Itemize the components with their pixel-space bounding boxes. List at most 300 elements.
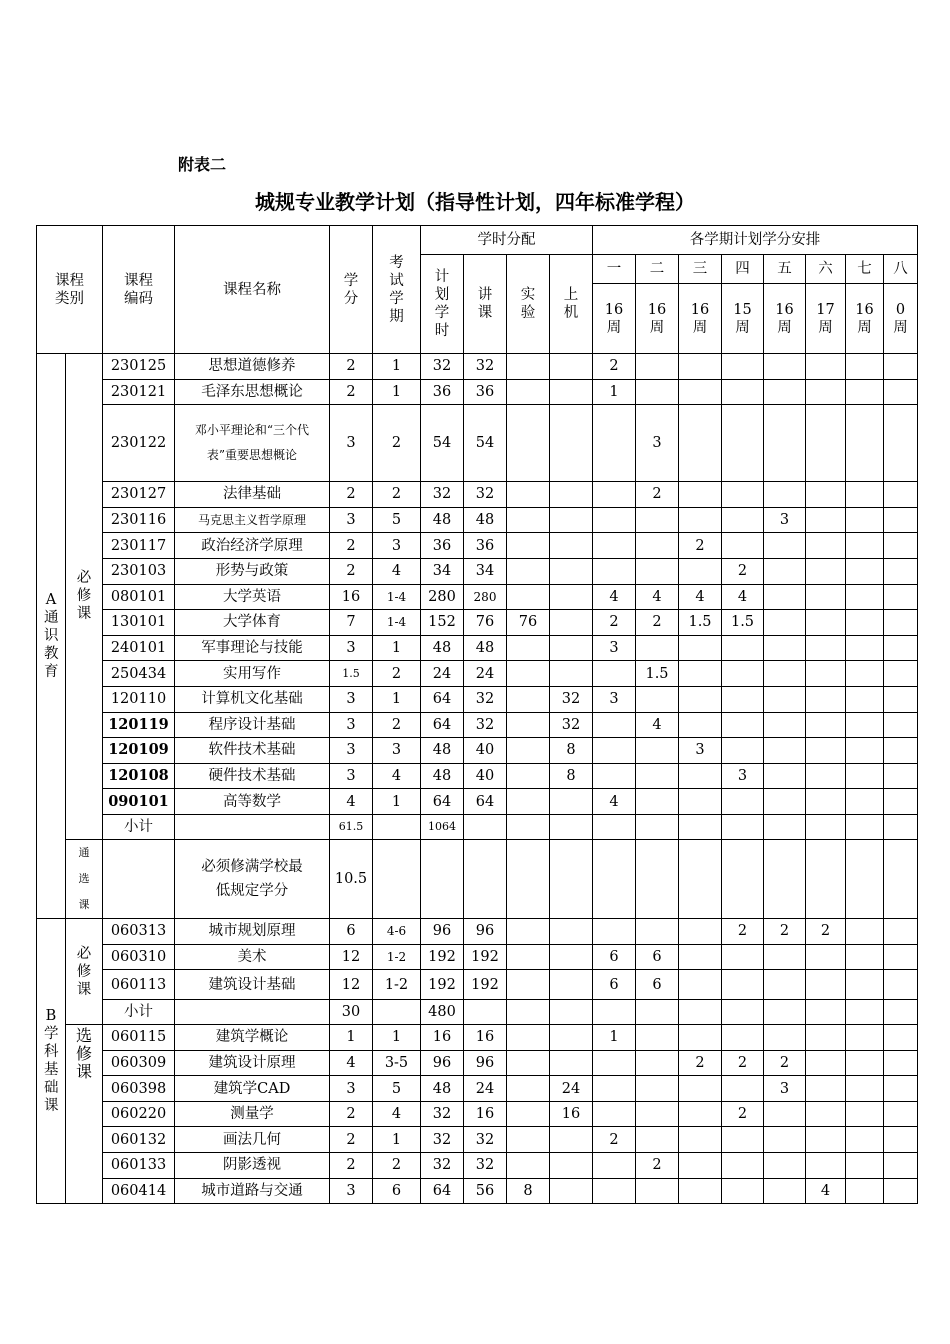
subtotal-credit: 61.5 [330,814,373,839]
course-lecture: 36 [464,533,507,559]
elective-row [37,839,918,918]
course-lab [507,533,550,559]
empty-cell [884,1000,918,1025]
header-planned-hours: 计划学时 [421,255,464,354]
term-credit [806,789,846,815]
subtotal-label: 小计 [103,1000,175,1025]
term-credit: 3 [722,763,764,789]
term-credit [636,1127,679,1153]
term-credit: 6 [636,970,679,1000]
term-credit [806,1025,846,1051]
course-computer [550,584,593,610]
term-credit [806,354,846,380]
course-credit: 12 [330,944,373,970]
course-lecture: 48 [464,635,507,661]
course-exam-term: 1 [373,686,421,712]
term-credit [846,507,884,533]
header-term: 七 [846,255,884,284]
course-hours: 96 [421,1050,464,1076]
term-credit [764,970,806,1000]
term-credit [722,405,764,482]
term-credit [846,789,884,815]
course-computer: 32 [550,686,593,712]
term-credit [722,970,764,1000]
course-lab [507,482,550,508]
course-lecture: 32 [464,482,507,508]
course-exam-term: 5 [373,507,421,533]
course-hours: 64 [421,686,464,712]
term-credit [884,1025,918,1051]
term-credit [884,712,918,738]
table-row [37,354,918,380]
term-credit [806,379,846,405]
course-computer [550,1050,593,1076]
course-code: 060220 [103,1101,175,1127]
term-credit [884,918,918,944]
term-credit: 2 [806,918,846,944]
term-credit [636,1076,679,1102]
term-credit [764,354,806,380]
term-credit: 4 [593,584,636,610]
subtotal-row [37,814,918,839]
term-credit [884,482,918,508]
term-credit: 2 [722,918,764,944]
term-credit [636,738,679,764]
header-lecture: 讲课 [464,255,507,354]
term-credit [679,686,722,712]
term-credit [679,379,722,405]
course-hours: 32 [421,482,464,508]
course-hours: 48 [421,635,464,661]
table-row [37,661,918,687]
term-credit [846,738,884,764]
course-name: 阴影透视 [175,1153,330,1179]
header-computer: 上机 [550,255,593,354]
term-credit [806,944,846,970]
term-credit [679,944,722,970]
course-exam-term: 1-4 [373,610,421,636]
term-credit [593,1101,636,1127]
course-computer [550,944,593,970]
term-credit [636,1025,679,1051]
course-hours: 48 [421,763,464,789]
empty-cell [846,839,884,918]
course-name: 形势与政策 [175,558,330,584]
course-hours: 36 [421,533,464,559]
term-credit: 2 [636,1153,679,1179]
term-credit [722,1076,764,1102]
term-credit [722,379,764,405]
term-credit [846,1101,884,1127]
term-credit: 3 [679,738,722,764]
course-lab [507,738,550,764]
term-credit [679,635,722,661]
header-term: 一 [593,255,636,284]
term-credit [806,1076,846,1102]
term-credit [722,1153,764,1179]
term-credit [806,533,846,559]
course-credit: 2 [330,1153,373,1179]
term-credit [806,405,846,482]
course-credit: 2 [330,354,373,380]
course-hours: 32 [421,1101,464,1127]
empty-cell [373,814,421,839]
term-credit [884,635,918,661]
section-a-label: A通识教育 [37,354,66,919]
table-row [37,918,918,944]
term-credit [764,379,806,405]
term-credit [593,405,636,482]
table-row [37,789,918,815]
course-code: 090101 [103,789,175,815]
section-a-elective-label: 通选课 [66,839,103,918]
term-credit [846,405,884,482]
term-credit [806,584,846,610]
course-lecture: 40 [464,738,507,764]
term-credit [806,738,846,764]
table-row [37,1025,918,1051]
course-code: 120119 [103,712,175,738]
term-credit: 2 [636,482,679,508]
term-credit [722,661,764,687]
term-credit [806,1153,846,1179]
course-exam-term: 4 [373,558,421,584]
empty-cell [722,839,764,918]
header-term: 三 [679,255,722,284]
header-term: 二 [636,255,679,284]
course-computer [550,610,593,636]
term-credit: 6 [593,944,636,970]
term-credit [806,507,846,533]
term-credit [846,584,884,610]
term-credit [679,482,722,508]
term-credit [679,507,722,533]
header-code: 课程编码 [103,226,175,354]
header-weeks: 16周 [846,284,884,354]
table-row [37,533,918,559]
term-credit [884,507,918,533]
empty-cell [550,839,593,918]
term-credit [636,1050,679,1076]
subtotal-hours: 480 [421,1000,464,1025]
term-credit [593,1178,636,1204]
course-computer: 8 [550,763,593,789]
term-credit [806,661,846,687]
course-lecture: 32 [464,354,507,380]
term-credit [593,1050,636,1076]
term-credit [884,533,918,559]
empty-cell [764,839,806,918]
course-exam-term: 1 [373,354,421,380]
course-lab [507,1050,550,1076]
course-exam-term: 3-5 [373,1050,421,1076]
term-credit [593,482,636,508]
table-row [37,1101,918,1127]
table-row [37,558,918,584]
course-credit: 2 [330,558,373,584]
subtotal-hours: 1064 [421,814,464,839]
table-row [37,738,918,764]
course-credit: 4 [330,1050,373,1076]
course-lecture: 24 [464,661,507,687]
term-credit [593,738,636,764]
course-lecture: 56 [464,1178,507,1204]
course-credit: 2 [330,1127,373,1153]
term-credit: 4 [593,789,636,815]
term-credit: 2 [764,918,806,944]
course-credit: 1.5 [330,661,373,687]
empty-cell [806,814,846,839]
term-credit [636,635,679,661]
course-code: 060310 [103,944,175,970]
course-computer: 16 [550,1101,593,1127]
section-b-label: B学科基础课 [37,918,66,1203]
term-credit [846,354,884,380]
term-credit: 3 [764,507,806,533]
appendix-label: 附表二 [178,155,227,174]
course-credit: 3 [330,712,373,738]
course-code: 060313 [103,918,175,944]
term-credit [884,1101,918,1127]
course-credit: 12 [330,970,373,1000]
course-name: 城市规划原理 [175,918,330,944]
term-credit [884,763,918,789]
term-credit [636,1101,679,1127]
course-lab [507,763,550,789]
empty-cell [636,814,679,839]
term-credit [679,918,722,944]
header-term: 六 [806,255,846,284]
term-credit [884,1076,918,1102]
course-name: 硬件技术基础 [175,763,330,789]
course-lecture: 36 [464,379,507,405]
subtotal-label: 小计 [103,814,175,839]
term-credit [593,763,636,789]
term-credit [722,738,764,764]
table-row [37,686,918,712]
term-credit [722,482,764,508]
course-computer [550,1127,593,1153]
term-credit: 2 [679,1050,722,1076]
empty-cell [373,1000,421,1025]
course-lab [507,584,550,610]
term-credit [679,763,722,789]
table-row [37,482,918,508]
course-code: 230127 [103,482,175,508]
term-credit [764,1101,806,1127]
course-computer [550,1025,593,1051]
course-hours: 36 [421,379,464,405]
empty-cell [507,1000,550,1025]
teaching-plan-table [36,225,918,1204]
term-credit [764,712,806,738]
empty-cell [806,839,846,918]
course-name: 城市道路与交通 [175,1178,330,1204]
empty-cell [884,814,918,839]
course-hours: 48 [421,507,464,533]
empty-cell [103,839,175,918]
term-credit [722,944,764,970]
empty-cell [550,814,593,839]
term-credit [846,1050,884,1076]
course-name: 毛泽东思想概论 [175,379,330,405]
course-credit: 7 [330,610,373,636]
term-credit [884,558,918,584]
subtotal-row [37,1000,918,1025]
empty-cell [846,814,884,839]
term-credit [884,405,918,482]
course-computer [550,1153,593,1179]
term-credit [846,379,884,405]
term-credit [764,1178,806,1204]
term-credit: 2 [722,558,764,584]
table-row [37,1076,918,1102]
empty-cell [722,814,764,839]
course-hours: 24 [421,661,464,687]
course-lecture: 192 [464,970,507,1000]
term-credit: 2 [593,354,636,380]
course-computer [550,507,593,533]
course-name: 高等数学 [175,789,330,815]
course-code: 060309 [103,1050,175,1076]
course-hours: 32 [421,1153,464,1179]
empty-cell [593,839,636,918]
course-computer [550,558,593,584]
course-computer [550,405,593,482]
empty-cell [764,814,806,839]
course-name: 马克思主义哲学原理 [175,507,330,533]
term-credit: 1.5 [722,610,764,636]
term-credit [679,970,722,1000]
course-code: 230103 [103,558,175,584]
course-lecture: 48 [464,507,507,533]
empty-cell [550,1000,593,1025]
course-computer [550,918,593,944]
term-credit: 1.5 [636,661,679,687]
term-credit [884,379,918,405]
course-name: 思想道德修养 [175,354,330,380]
header-weeks: 16周 [764,284,806,354]
table-row [37,405,918,482]
course-credit: 3 [330,1076,373,1102]
empty-cell [175,1000,330,1025]
header-lab: 实验 [507,255,550,354]
term-credit [806,558,846,584]
term-credit [679,558,722,584]
course-computer [550,1178,593,1204]
course-code: 230116 [103,507,175,533]
term-credit: 4 [636,584,679,610]
term-credit [636,379,679,405]
term-credit [846,686,884,712]
course-lab [507,1076,550,1102]
course-lab [507,918,550,944]
course-name: 实用写作 [175,661,330,687]
course-lecture: 32 [464,712,507,738]
header-term: 四 [722,255,764,284]
term-credit [636,354,679,380]
term-credit [679,1076,722,1102]
empty-cell [636,1000,679,1025]
course-lab [507,558,550,584]
course-exam-term: 1 [373,635,421,661]
term-credit: 2 [593,1127,636,1153]
course-credit: 3 [330,738,373,764]
header-weeks: 16周 [593,284,636,354]
course-lecture: 64 [464,789,507,815]
term-credit: 2 [722,1050,764,1076]
course-computer [550,354,593,380]
course-lecture: 16 [464,1101,507,1127]
course-code: 250434 [103,661,175,687]
course-hours: 32 [421,354,464,380]
course-exam-term: 2 [373,482,421,508]
term-credit [764,1153,806,1179]
course-exam-term: 2 [373,661,421,687]
term-credit [593,507,636,533]
term-credit [846,1127,884,1153]
term-credit [764,738,806,764]
term-credit [764,635,806,661]
term-credit [846,1153,884,1179]
course-exam-term: 1 [373,379,421,405]
table-row [37,763,918,789]
term-credit: 4 [722,584,764,610]
page-title: 城规专业教学计划（指导性计划，四年标准学程） [255,190,695,214]
empty-cell [373,839,421,918]
course-exam-term: 1 [373,1025,421,1051]
course-exam-term: 4-6 [373,918,421,944]
course-code: 060414 [103,1178,175,1204]
course-credit: 1 [330,1025,373,1051]
course-hours: 48 [421,738,464,764]
term-credit [764,405,806,482]
term-credit: 4 [679,584,722,610]
term-credit [846,918,884,944]
course-lab [507,1025,550,1051]
course-lecture: 32 [464,686,507,712]
term-credit: 4 [806,1178,846,1204]
course-exam-term: 2 [373,712,421,738]
term-credit [679,354,722,380]
course-computer [550,635,593,661]
table-row [37,584,918,610]
course-exam-term: 6 [373,1178,421,1204]
course-computer: 8 [550,738,593,764]
course-lecture: 96 [464,918,507,944]
course-lab [507,1127,550,1153]
course-lecture: 32 [464,1127,507,1153]
term-credit [764,610,806,636]
course-credit: 2 [330,379,373,405]
course-credit: 3 [330,507,373,533]
term-credit [884,1127,918,1153]
section-b-elective-label: 选修课 [66,1025,103,1204]
term-credit [636,763,679,789]
course-lecture: 96 [464,1050,507,1076]
course-lab [507,712,550,738]
term-credit [846,712,884,738]
term-credit [806,686,846,712]
header-name: 课程名称 [175,226,330,354]
term-credit: 3 [764,1076,806,1102]
course-exam-term: 4 [373,763,421,789]
course-computer [550,533,593,559]
term-credit: 2 [636,610,679,636]
course-credit: 16 [330,584,373,610]
empty-cell [593,1000,636,1025]
term-credit: 6 [636,944,679,970]
